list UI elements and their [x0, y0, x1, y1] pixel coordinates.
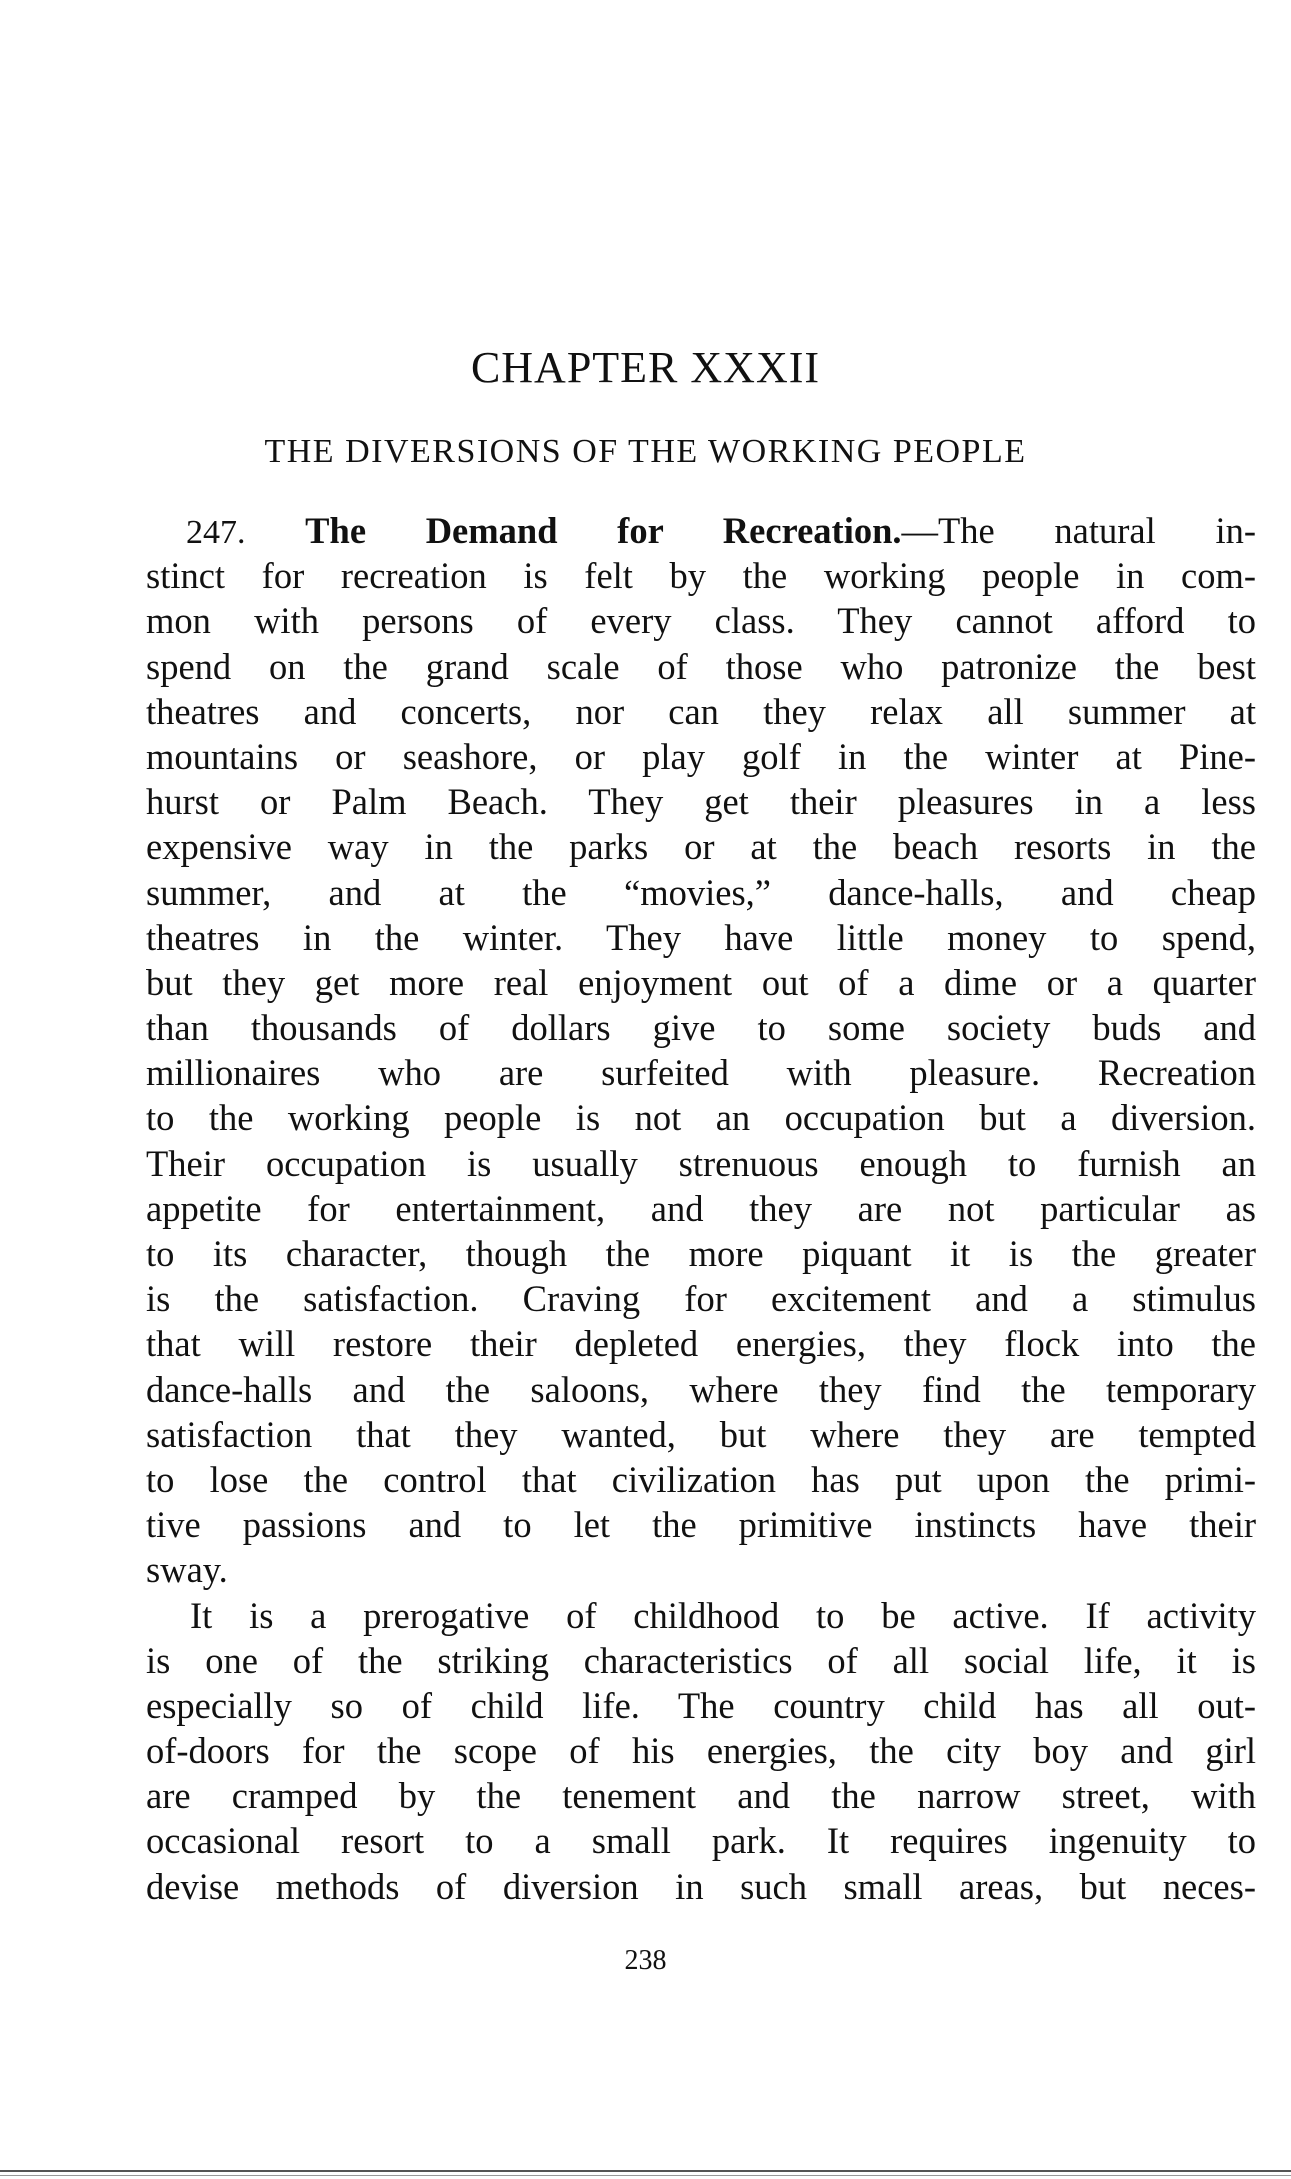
- paragraph-1-line: is the satisfaction. Craving for excitement and a stimulus: [146, 1278, 1256, 1320]
- page-bottom-edge-shadow: [0, 2175, 1291, 2176]
- paragraph-1-line: spend on the grand scale of those who patronize the best: [146, 645, 1256, 687]
- paragraph-1-line: hurst or Palm Beach. They get their pleasures in a less: [146, 781, 1256, 823]
- chapter-heading: CHAPTER XXXII: [470, 343, 821, 392]
- paragraph-1-last-line: sway.: [146, 1549, 228, 1591]
- paragraph-1-line: than thousands of dollars give to some society buds and: [146, 1007, 1256, 1049]
- paragraph-2-line: occasional resort to a small park. It requires ingenuity to: [146, 1820, 1256, 1862]
- page-number: 238: [624, 1945, 667, 1976]
- paragraph-1-line: tive passions and to let the primitive instincts have their: [146, 1504, 1256, 1546]
- section-heading: The Demand for Recreation.: [305, 510, 902, 551]
- paragraph-1-line: Their occupation is usually strenuous enough to furnish an: [146, 1142, 1256, 1184]
- paragraph-1-line: theatres and concerts, nor can they relax all summer at: [146, 690, 1256, 732]
- paragraph-1-line: appetite for entertainment, and they are not particular as: [146, 1187, 1256, 1229]
- paragraph-2-line: devise methods of diversion in such small areas, but neces-: [146, 1865, 1256, 1907]
- section-number: 247.: [186, 514, 246, 551]
- paragraph-1-line: expensive way in the parks or at the beach resorts in the: [146, 826, 1256, 868]
- paragraph-1-line: to the working people is not an occupation but a diversion.: [146, 1097, 1256, 1139]
- paragraph-1-line: satisfaction that they wanted, but where they are tempted: [146, 1413, 1256, 1455]
- paragraph-2-line: especially so of child life. The country child has all out-: [146, 1684, 1256, 1726]
- paragraph-1-line: summer, and at the “movies,” dance-halls, and cheap: [146, 871, 1256, 913]
- paragraph-2-first-line: It is a prerogative of childhood to be active. If activity: [190, 1594, 1256, 1636]
- body-text: [146, 508, 1256, 1909]
- paragraph-1-line: to its character, though the more piquant it is the greater: [146, 1233, 1256, 1274]
- paragraph-1-line: stinct for recreation is felt by the working people in com-: [146, 555, 1256, 597]
- page-bottom-edge: [0, 2170, 1291, 2172]
- section-first-line-text: —The natural in-: [901, 510, 1256, 551]
- paragraph-2-line: is one of the striking characteristics of all social life, it is: [146, 1639, 1256, 1681]
- paragraph-1-line: dance-halls and the saloons, where they find the temporary: [146, 1368, 1256, 1410]
- chapter-title: THE DIVERSIONS OF THE WORKING PEOPLE: [264, 433, 1027, 470]
- paragraph-2-line: are cramped by the tenement and the narrow street, with: [146, 1775, 1256, 1817]
- paragraph-1-line: theatres in the winter. They have little money to spend,: [146, 916, 1256, 958]
- paragraph-1-line: mountains or seashore, or play golf in the winter at Pine-: [146, 735, 1256, 777]
- paragraph-1-line: that will restore their depleted energies, they flock into the: [146, 1323, 1256, 1365]
- paragraph-2-line: of-doors for the scope of his energies, the city boy and girl: [146, 1730, 1256, 1772]
- paragraph-1-line: to lose the control that civilization has put upon the primi-: [146, 1458, 1256, 1500]
- paragraph-1-line: millionaires who are surfeited with pleasure. Recreation: [146, 1052, 1256, 1094]
- section-first-line: [146, 508, 1256, 553]
- paragraph-1-line: but they get more real enjoyment out of a dime or a quarter: [146, 961, 1256, 1003]
- paragraph-1-line: mon with persons of every class. They cannot afford to: [146, 600, 1256, 642]
